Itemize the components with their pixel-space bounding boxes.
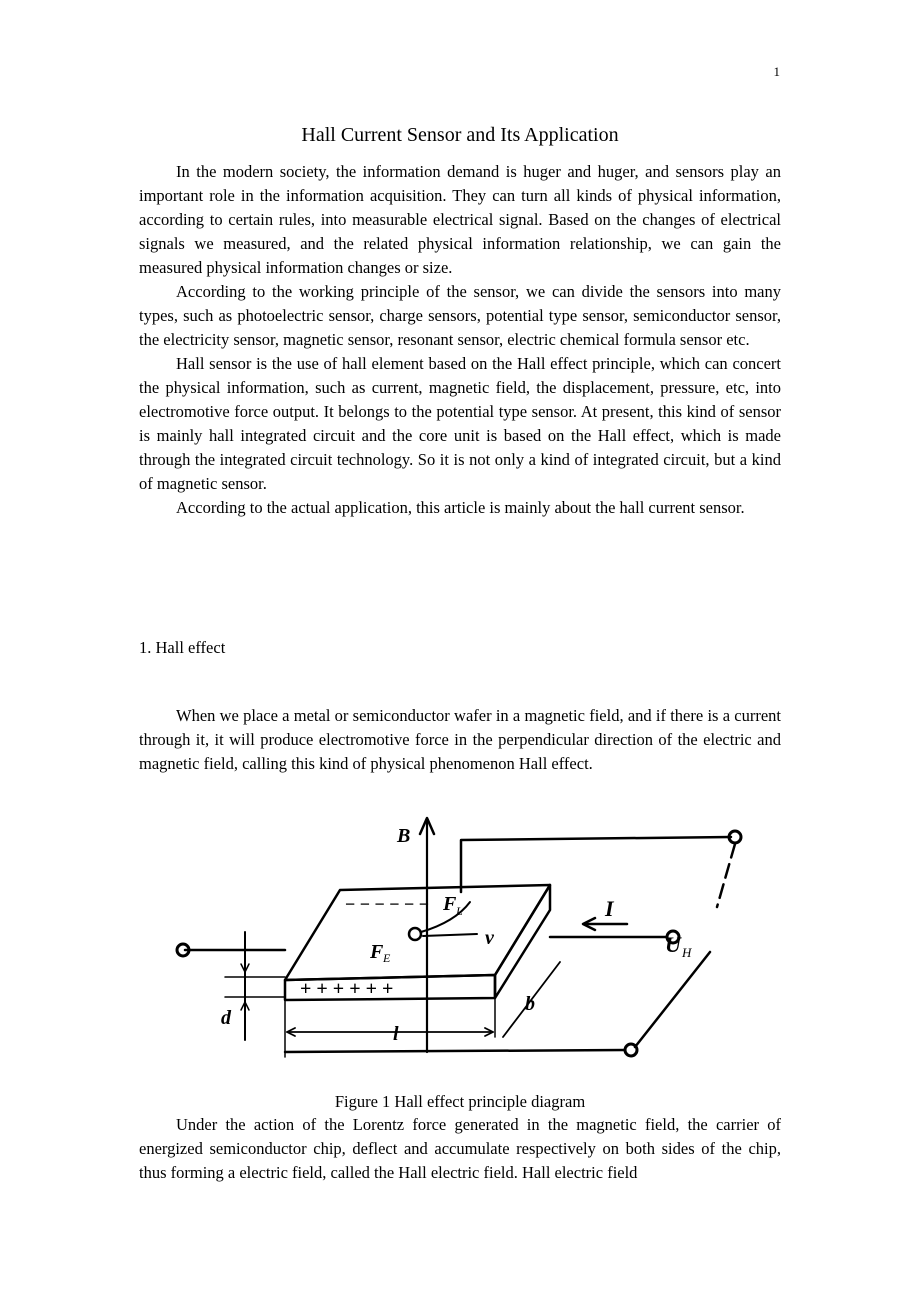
paragraph: When we place a metal or semiconductor wafer in a magnetic field, and if there is a current through it, it will produce electromotive force in the perpendicular direction of the electric and magnetic field, calling this kind of physical phenomenon Hall effect. xyxy=(139,706,781,773)
lorentz-section xyxy=(139,1113,781,1185)
paragraph: Under the action of the Lorentz force generated in the magnetic field, the carrier of energized semiconductor chip, deflect and accumulate respectively on both sides of the chip, thus forming a electric field, called the Hall electric field. Hall electric field xyxy=(139,1115,781,1182)
label-UH: U xyxy=(665,932,681,957)
label-b: b xyxy=(525,993,535,1015)
intro-section xyxy=(139,160,781,520)
label-minus-charges: − − − − − − xyxy=(345,894,430,914)
paragraph: Hall sensor is the use of hall element based on the Hall effect principle, which can concert the physical information, such as current, magnetic field, the displacement, pressure, etc, into electromotive force output. It belongs to the potential type sensor. At present, this kind of sensor is mainly hall integrated circuit and the core unit is based on the Hall effect, which is made through the integrated circuit technology. So it is not only a kind of integrated circuit, but a kind of magnetic sensor. xyxy=(139,354,781,493)
paragraph: According to the actual application, this article is mainly about the hall current sensor. xyxy=(176,498,745,517)
page-number: 1 xyxy=(773,64,780,79)
document-title: Hall Current Sensor and Its Application xyxy=(301,124,619,146)
label-v: v xyxy=(485,927,494,949)
section-heading: 1. Hall effect xyxy=(139,638,226,657)
figure-caption: Figure 1 Hall effect principle diagram xyxy=(334,1092,586,1111)
label-FE-subscript: E xyxy=(383,951,391,965)
label-FL-subscript: L xyxy=(456,904,463,918)
label-plus-charges: + + + + + + xyxy=(300,978,394,1000)
label-B: B xyxy=(397,825,411,847)
hall-effect-diagram xyxy=(165,812,765,1064)
label-FL: F xyxy=(443,893,457,915)
paragraph: According to the working principle of the sensor, we can divide the sensors into many types, such as photoelectric sensor, charge sensors, potential type sensor, semiconductor sensor, the electricity sensor, magnetic sensor, resonant sensor, electric chemical formula sensor etc. xyxy=(139,282,781,349)
label-I-current: I xyxy=(605,896,614,921)
paragraph: In the modern society, the information demand is huger and huger, and sensors play an important role in the information acquisition. They can turn all kinds of physical information, according to certain rules, into measurable electrical signal. Based on the changes of electrical signals we measured, and the related physical information relationship, we can gain the measured physical information changes or size. xyxy=(139,162,781,277)
label-FE: F xyxy=(370,941,384,963)
label-d: d xyxy=(221,1007,231,1029)
hall-effect-svg xyxy=(165,812,765,1064)
label-UH-subscript: H xyxy=(682,945,692,960)
hall-effect-section xyxy=(139,704,781,776)
label-l: l xyxy=(393,1023,399,1045)
